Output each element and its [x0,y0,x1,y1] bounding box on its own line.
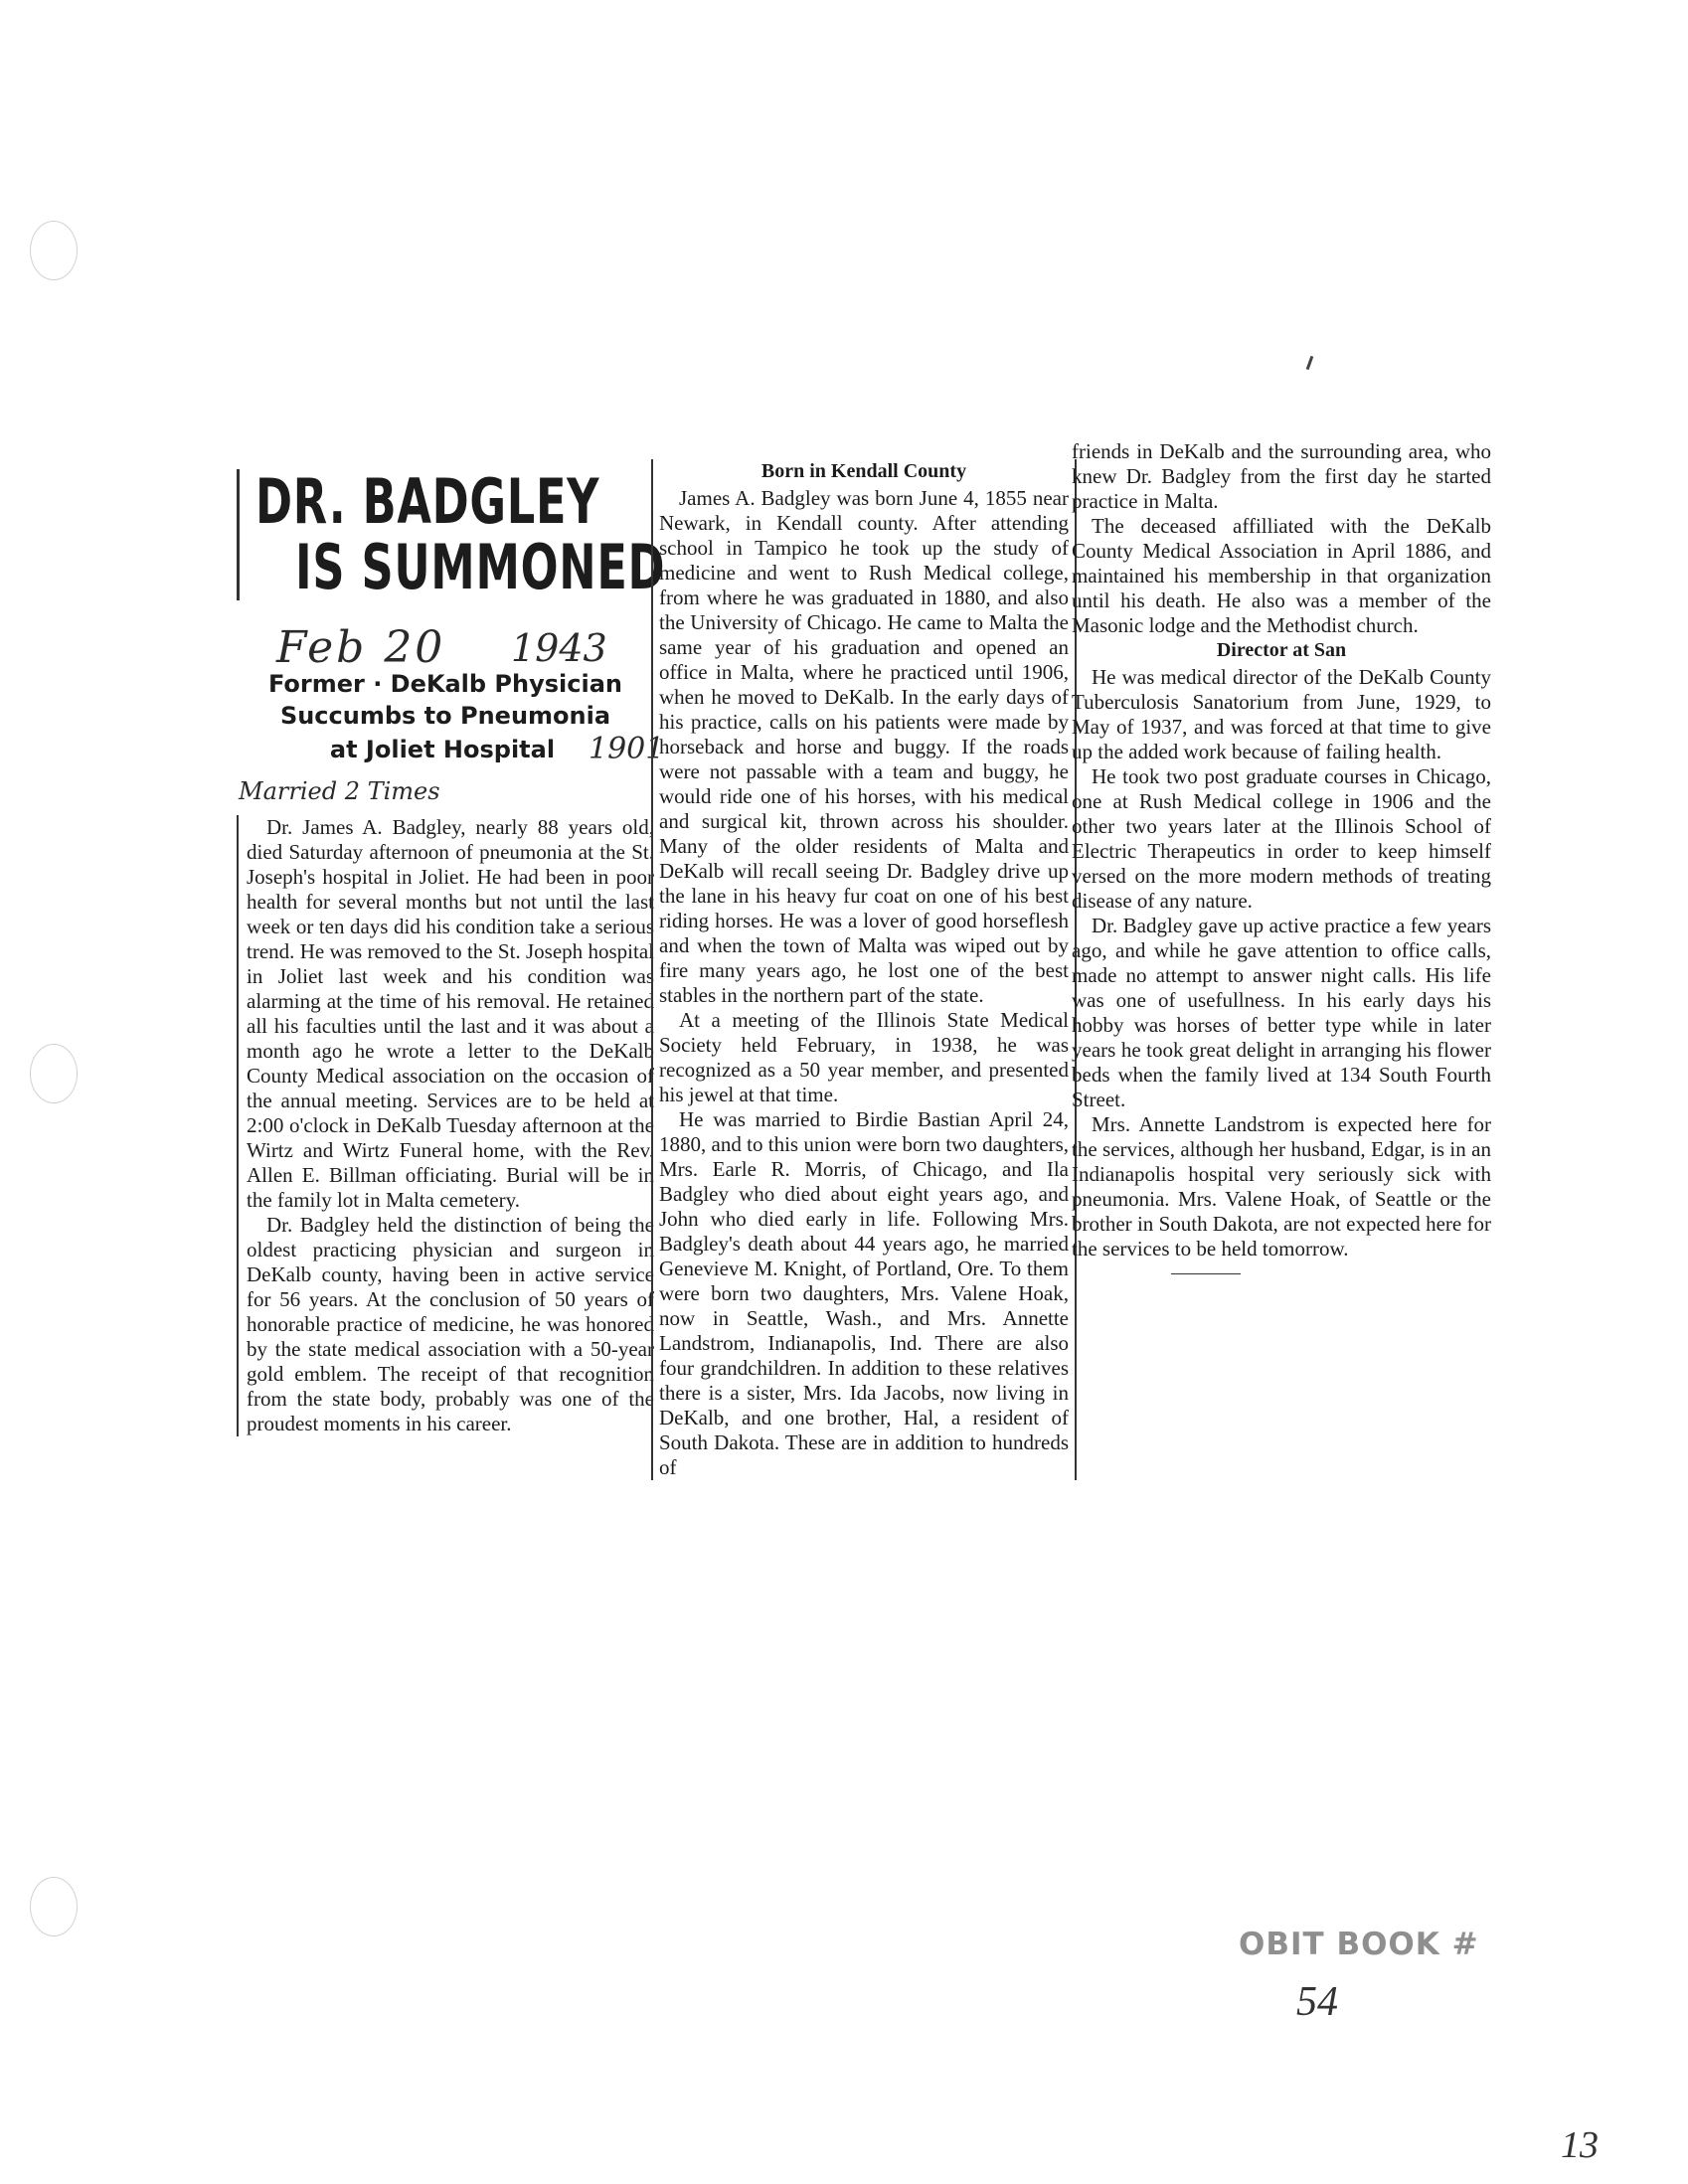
paragraph: At a meeting of the Illinois State Medical Society held February, in 1938, he was recognized as a 50 year member, and presented his jewel at that time. [659,1008,1069,1106]
subheadline-line-3: at Joliet Hospital [329,736,556,763]
obit-book-stamp: OBIT BOOK # [1239,1927,1479,1962]
paragraph: James A. Badgley was born June 4, 1855 near Newark, in Kendall county. After attending school in Tampico he took up the study of medicine and went to Rush Medical college, from where he was graduated in 1880, and also the University of Chicago. He came to Malta the same year of his graduation and opened an office in Malta, where he practiced until 1906, when he moved to DeKalb. In the early days of his practice, calls on his patients were made by horseback and horse and buggy. If the roads were not passable with a team and buggy, he would ride one of his horses, with his medical and surgical kit, thrown across his shoulder. Many of the older residents of Malta and DeKalb will recall seeing Dr. Badgley drive up the lane in his heavy fur coat on one of his best riding horses. He was a lover of good horseflesh and when the town of Malta was wiped out by fire many years ago, he lost one of the best stables in the northern part of the state. [659,486,1069,1007]
paragraph: Dr. James A. Badgley, nearly 88 years old, died Saturday afternoon of pneumonia at the St. Joseph's hospital in Joliet. He had been in poor health for several months but not until the last week or ten days did his condition take a serious trend. He was removed to the St. Joseph hospital in Joliet last week and his condition was alarming at the time of his removal. He retained all his faculties until the last and it was about a month ago he wrote a letter to the DeKalb County Medical association on the occasion of the annual meeting. Services are to be held at 2:00 o'clock in DeKalb Tuesday afternoon at the Wirtz and Wirtz Funeral home, with the Rev. Allen E. Billman officiating. Burial will be in the family lot in Malta cemetery. [247,815,654,1212]
paragraph: He took two post graduate courses in Chicago, one at Rush Medical college in 1906 and the other two years later at the Illinois School of Electric Therapeutics in order to keep himself versed on the more modern methods of treating disease of any nature. [1072,764,1491,913]
article-column-3 [1072,439,1491,1274]
headline-line-2: IS SUMMONED [295,531,666,603]
paragraph: Dr. Badgley held the distinction of being the oldest practicing physician and surgeon in DeKalb county, having been in active service for 56 years. At the conclusion of 50 years of honorable practice of medicine, he was honored by the state medical association with a 50-year gold emblem. The receipt of that recognition from the state body, probably was one of the proudest moments in his career. [247,1213,654,1435]
section-heading-born: Born in Kendall County [760,460,967,482]
paragraph: He was medical director of the DeKalb County Tuberculosis Sanatorium from June, 1929, to May of 1937, and was forced at that time to give up the added work because of failing health. [1072,665,1491,763]
punch-hole-middle [30,1044,78,1103]
handwritten-married-year: 1901 [589,732,665,766]
page-number: 13 [1561,2124,1599,2166]
punch-hole-bottom [30,1877,78,1936]
scan-mark [1306,356,1314,370]
article-column-2 [651,459,1077,1480]
paragraph: Mrs. Annette Landstrom is expected here for the services, although her husband, Edgar, is in an Indianapolis hospital very seriously sick with pneumonia. Mrs. Valene Hoak, of Seattle or the brother in South Dakota, are not expected here for the services to be held tomorrow. [1072,1112,1491,1260]
end-rule [1171,1273,1241,1274]
paragraph: friends in DeKalb and the surrounding area, who knew Dr. Badgley from the first day he started practice in Malta. [1072,439,1491,513]
handwritten-year: 1943 [511,626,607,670]
handwritten-date: Feb 20 [276,622,446,673]
paragraph: The deceased affilliated with the DeKalb County Medical Association in April 1886, and maintained his membership in that organization until his death. He also was a member of the Masonic lodge and the Methodist church. [1072,514,1491,637]
subheadline-line-2: Succumbs to Pneumonia [279,702,611,730]
paragraph: He was married to Birdie Bastian April 24, 1880, and to this union were born two daughters, Mrs. Earle R. Morris, of Chicago, and Ila Badgley who died about eight years ago, and John who died early in life. Following Mrs. Badgley's death about 44 years ago, he married Genevieve M. Knight, of Portland, Ore. To them were born two daughters, Mrs. Valene Hoak, now in Seattle, Wash., and Mrs. Annette Landstrom, Indianapolis, Ind. There are also four grandchildren. In addition to these relatives there is a sister, Mrs. Ida Jacobs, now living in DeKalb, and one brother, Hal, a resident of South Dakota. These are in addition to hundreds of [659,1107,1069,1479]
headline-line-1: DR. BADGLEY [255,465,600,538]
obit-book-number: 54 [1296,1979,1338,2025]
paragraph: Dr. Badgley gave up active practice a few years ago, and while he gave attention to office calls, made no attempt to answer night calls. His life was one of usefullness. In his early days his hobby was horses of better type while in later years he took great delight in arranging his flower beds when the family lived at 134 South Fourth Street. [1072,914,1491,1111]
handwritten-married-note: Married 2 Times [239,777,440,805]
punch-hole-top [30,221,78,280]
subheadline-line-1: Former · DeKalb Physician [267,670,622,698]
section-heading-director: Director at San [1216,639,1347,661]
article-column-1 [237,815,654,1436]
headline [237,465,666,603]
